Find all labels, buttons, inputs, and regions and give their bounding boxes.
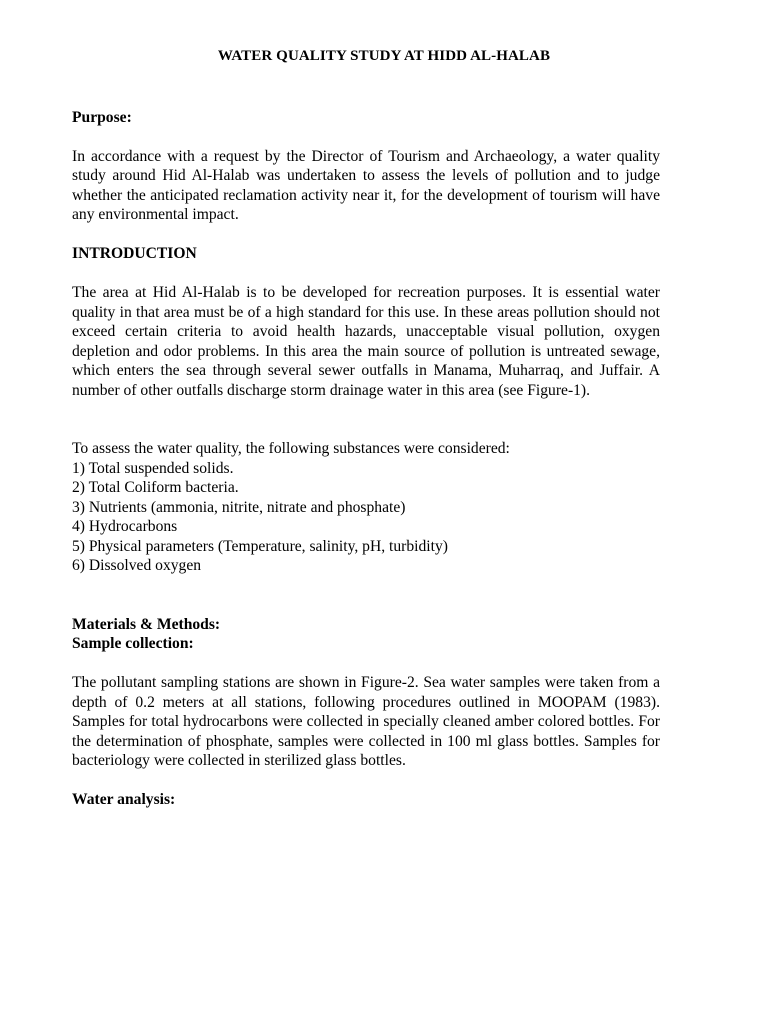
materials-heading: Materials & Methods:: [72, 615, 221, 633]
list-item: 5) Physical parameters (Temperature, salinity, pH, turbidity): [72, 537, 448, 555]
sample-collection-paragraph: The pollutant sampling stations are shown in Figure-2. Sea water samples were taken from a depth of 0.2 meters at all stations, following procedures outlined in MOOPAM (1983). Samples for total hydrocarbons were collected in specially cleaned amber colored bottles. For the determination of phosphate, samples were collected in 100 ml glass bottles. Samples for bacteriology were collected in sterilized glass bottles.: [72, 674, 660, 769]
document-page: [72, 47, 660, 810]
introduction-paragraph: The area at Hid Al-Halab is to be developed for recreation purposes. It is essential water quality in that area must be of a high standard for this use. In these areas pollution should not exceed certain criteria to avoid health hazards, unacceptable visual pollution, oxygen depletion and odor problems. In this area the main source of pollution is untreated sewage, which enters the sea through several sewer outfalls in Manama, Muharraq, and Juffair. A number of other outfalls discharge storm drainage water in this area (see Figure-1).: [72, 284, 660, 399]
substances-list: [72, 459, 660, 576]
water-analysis-heading: Water analysis:: [72, 791, 176, 808]
list-item: 2) Total Coliform bacteria.: [72, 479, 239, 496]
substances-intro: To assess the water quality, the following substances were considered:: [72, 440, 510, 457]
sample-collection-heading: Sample collection:: [72, 635, 194, 652]
list-item: 3) Nutrients (ammonia, nitrite, nitrate and phosphate): [72, 498, 406, 516]
list-item: 6) Dissolved oxygen: [72, 557, 202, 574]
introduction-heading: INTRODUCTION: [72, 245, 197, 262]
purpose-paragraph: In accordance with a request by the Director of Tourism and Archaeology, a water quality study around Hid Al-Halab was undertaken to assess the levels of pollution and to judge whether the anticipated reclamation activity near it, for the development of tourism will have any environmental impact.: [72, 147, 660, 223]
purpose-heading: Purpose:: [72, 108, 132, 126]
document-title: WATER QUALITY STUDY AT HIDD AL-HALAB: [217, 48, 551, 64]
list-item: 1) Total suspended solids.: [72, 459, 234, 477]
list-item: 4) Hydrocarbons: [72, 518, 178, 535]
